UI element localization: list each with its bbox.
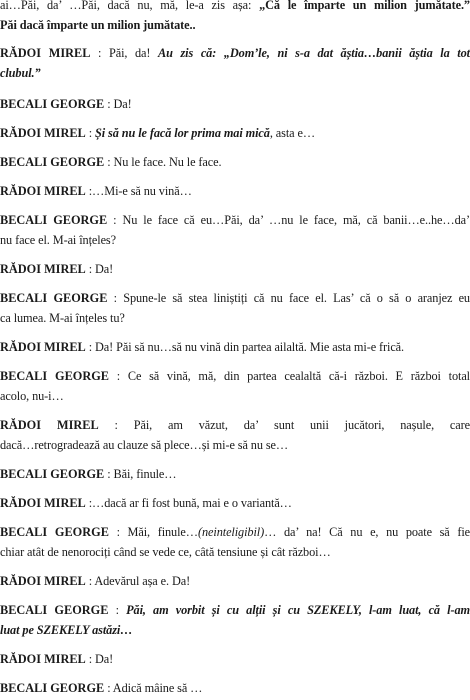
transcript-line: dacă…retrogradează au clauze să plece…și mi-e să nu se… bbox=[0, 438, 289, 452]
speaker-name: BECALI GEORGE bbox=[0, 213, 108, 227]
dialogue-line: BECALI GEORGE : Băi, finule… bbox=[0, 467, 177, 481]
speaker-name: BECALI GEORGE bbox=[0, 681, 105, 695]
transcript-line: nu face el. M-ai înțeles? bbox=[0, 233, 116, 247]
dialogue-line: RĂDOI MIREL : Adevărul așa e. Da! bbox=[0, 574, 191, 588]
speaker-name: BECALI GEORGE bbox=[0, 155, 105, 169]
speaker-name: RĂDOI MIREL bbox=[0, 496, 86, 510]
speaker-name: BECALI GEORGE bbox=[0, 291, 108, 305]
speaker-name: BECALI GEORGE bbox=[0, 467, 105, 481]
speaker-name: BECALI GEORGE bbox=[0, 603, 109, 617]
speaker-name: RĂDOI MIREL bbox=[0, 418, 99, 432]
transcript-line: clubul.” bbox=[0, 66, 41, 80]
speaker-name: BECALI GEORGE bbox=[0, 369, 110, 383]
speaker-name: BECALI GEORGE bbox=[0, 97, 105, 111]
dialogue-line: RĂDOI MIREL : Păi, am văzut, da’ sunt unii jucători, nașule, care bbox=[0, 418, 470, 432]
dialogue-line: BECALI GEORGE : Nu le face. Nu le face. bbox=[0, 155, 222, 169]
speaker-name: RĂDOI MIREL bbox=[0, 652, 86, 666]
dialogue-line: BECALI GEORGE : Nu le face că eu…Păi, da’ …nu le face, mă, că banii…e..he…da’ bbox=[0, 213, 470, 227]
transcript-line: chiar atât de nenorociți când se vede ce, câtă tensiune și cât război… bbox=[0, 545, 331, 559]
speaker-name: RĂDOI MIREL bbox=[0, 46, 91, 60]
dialogue-line: RĂDOI MIREL : Da! Păi să nu…să nu vină din partea ailaltă. Mie asta mi-e frică. bbox=[0, 340, 405, 354]
speaker-name: RĂDOI MIREL bbox=[0, 340, 86, 354]
dialogue-line: RĂDOI MIREL :…Mi-e să nu vină… bbox=[0, 184, 192, 198]
speaker-name: RĂDOI MIREL bbox=[0, 262, 86, 276]
transcript-line: Păi dacă împarte un milion jumătate.. bbox=[0, 18, 196, 32]
speaker-name: RĂDOI MIREL bbox=[0, 574, 86, 588]
dialogue-line: RĂDOI MIREL : Da! bbox=[0, 652, 114, 666]
transcript-line: ca lumea. M-ai înțeles tu? bbox=[0, 311, 125, 325]
transcript-line: acolo, nu-i… bbox=[0, 389, 64, 403]
dialogue-line: RĂDOI MIREL : Și să nu le facă lor prima mai mică, asta e… bbox=[0, 126, 316, 140]
dialogue-line: BECALI GEORGE : Adică mâine să … bbox=[0, 681, 203, 695]
dialogue-line: BECALI GEORGE : Da! bbox=[0, 97, 132, 111]
dialogue-line: RĂDOI MIREL : Da! bbox=[0, 262, 114, 276]
dialogue-line: BECALI GEORGE : Măi, finule…(neinteligibil)… da’ na! Că nu e, nu poate să fie bbox=[0, 525, 470, 539]
speaker-name: RĂDOI MIREL bbox=[0, 126, 86, 140]
transcript-line: luat pe SZEKELY astăzi… bbox=[0, 623, 133, 637]
dialogue-line: BECALI GEORGE : Ce să vină, mă, din partea cealaltă că-i război. E război total bbox=[0, 369, 470, 383]
speaker-name: RĂDOI MIREL bbox=[0, 184, 86, 198]
dialogue-line: BECALI GEORGE : Păi, am vorbit și cu alții și cu SZEKELY, l-am luat, că l-am bbox=[0, 603, 470, 617]
dialogue-line: RĂDOI MIREL :…dacă ar fi fost bună, mai e o variantă… bbox=[0, 496, 292, 510]
dialogue-line: RĂDOI MIREL : Păi, da! Au zis că: „Dom’le, ni s-a dat ăștia…banii ăștia la tot bbox=[0, 46, 470, 60]
speaker-name: BECALI GEORGE bbox=[0, 525, 109, 539]
dialogue-line: BECALI GEORGE : Spune-le să stea liniștiți că nu face el. Las’ că o să o aranjez eu bbox=[0, 291, 470, 305]
transcript-line: ai…Păi, da’ …Păi, dacă nu, mă, le-a zis așa: „Că le împarte un milion jumătate.” bbox=[0, 0, 470, 12]
